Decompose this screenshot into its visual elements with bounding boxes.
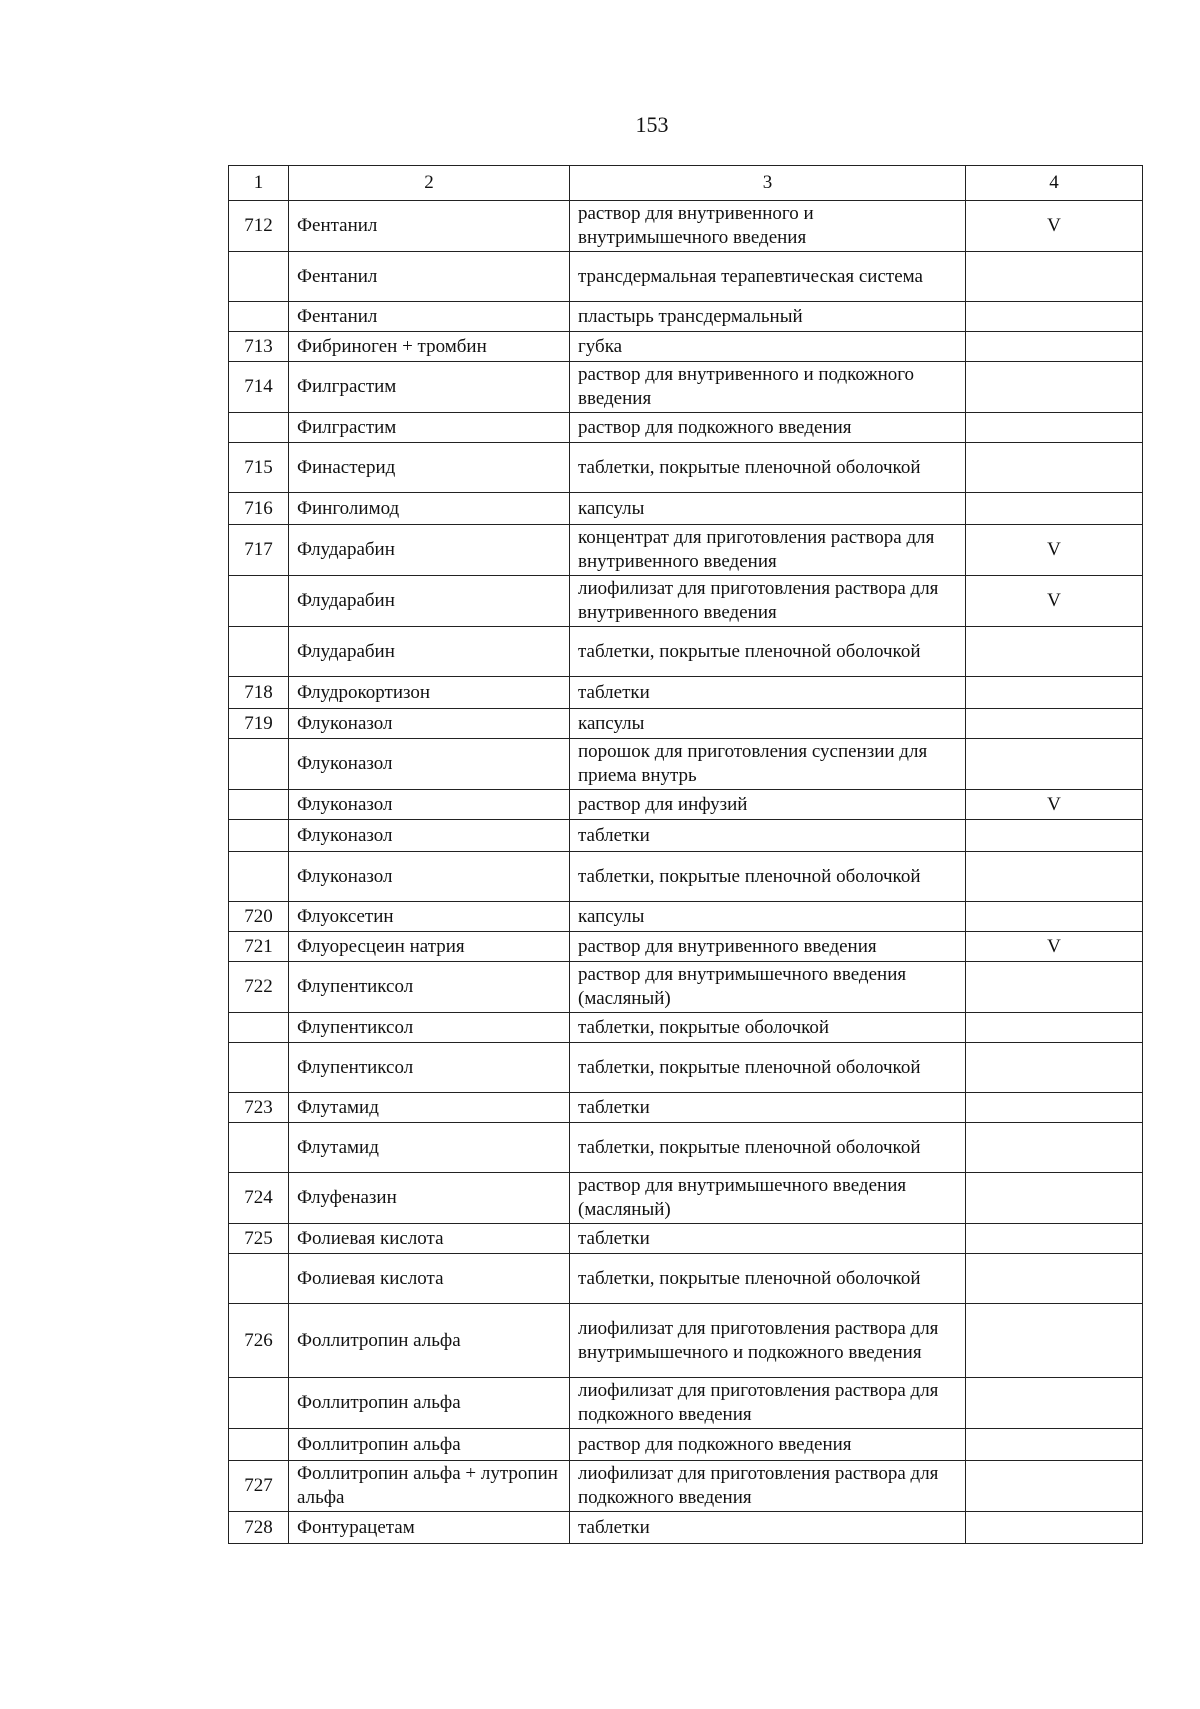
- dosage-form: капсулы: [570, 902, 966, 932]
- row-number: [229, 852, 289, 902]
- vital-mark: [966, 1043, 1143, 1093]
- row-number: 714: [229, 362, 289, 413]
- drug-name: Фентанил: [289, 252, 570, 302]
- drug-name: Фоллитропин альфа: [289, 1378, 570, 1429]
- row-number: 725: [229, 1224, 289, 1254]
- dosage-form: таблетки, покрытые пленочной оболочкой: [570, 627, 966, 677]
- table-row: [229, 962, 1143, 1013]
- row-number: [229, 1013, 289, 1043]
- vital-mark: V: [966, 932, 1143, 962]
- dosage-form: таблетки: [570, 677, 966, 709]
- row-number: 723: [229, 1093, 289, 1123]
- drug-name: Флутамид: [289, 1093, 570, 1123]
- drug-name: Флуоксетин: [289, 902, 570, 932]
- vital-mark: [966, 1254, 1143, 1304]
- table-row: [229, 1254, 1143, 1304]
- vital-mark: [966, 1013, 1143, 1043]
- vital-mark: [966, 252, 1143, 302]
- row-number: 712: [229, 201, 289, 252]
- drug-name: Флуоресцеин натрия: [289, 932, 570, 962]
- vital-mark: V: [966, 576, 1143, 627]
- row-number: [229, 627, 289, 677]
- vital-mark: V: [966, 525, 1143, 576]
- vital-mark: [966, 362, 1143, 413]
- vital-mark: V: [966, 790, 1143, 820]
- table-row: [229, 1093, 1143, 1123]
- vital-mark: [966, 1093, 1143, 1123]
- vital-mark: [966, 902, 1143, 932]
- dosage-form: раствор для подкожного введения: [570, 413, 966, 443]
- drug-name: Фонтурацетам: [289, 1512, 570, 1544]
- vital-mark: [966, 493, 1143, 525]
- dosage-form: таблетки: [570, 820, 966, 852]
- dosage-form: концентрат для приготовления раствора для внутривенного введения: [570, 525, 966, 576]
- vital-mark: [966, 1378, 1143, 1429]
- vital-mark: V: [966, 201, 1143, 252]
- drug-name: Флуконазол: [289, 852, 570, 902]
- dosage-form: раствор для внутривенного и внутримышечного введения: [570, 201, 966, 252]
- dosage-form: таблетки, покрытые пленочной оболочкой: [570, 443, 966, 493]
- header-col-3: 3: [570, 166, 966, 201]
- row-number: 727: [229, 1461, 289, 1512]
- row-number: 719: [229, 709, 289, 739]
- row-number: 722: [229, 962, 289, 1013]
- vital-mark: [966, 677, 1143, 709]
- row-number: 715: [229, 443, 289, 493]
- drug-name: Флупентиксол: [289, 1043, 570, 1093]
- vital-mark: [966, 627, 1143, 677]
- drug-name: Флудрокортизон: [289, 677, 570, 709]
- table-row: [229, 525, 1143, 576]
- row-number: [229, 1043, 289, 1093]
- dosage-form: таблетки: [570, 1224, 966, 1254]
- table-row: [229, 1461, 1143, 1512]
- table-row: [229, 627, 1143, 677]
- drug-table: [228, 165, 1143, 1544]
- dosage-form: лиофилизат для приготовления раствора для подкожного введения: [570, 1378, 966, 1429]
- table-row: [229, 1173, 1143, 1224]
- drug-name: Фоллитропин альфа: [289, 1429, 570, 1461]
- table-row: [229, 739, 1143, 790]
- drug-name: Фоллитропин альфа: [289, 1304, 570, 1378]
- vital-mark: [966, 1461, 1143, 1512]
- drug-name: Флуконазол: [289, 790, 570, 820]
- dosage-form: раствор для внутримышечного введения (масляный): [570, 962, 966, 1013]
- table-header: [229, 166, 1143, 201]
- drug-name: Флударабин: [289, 627, 570, 677]
- drug-name: Фолиевая кислота: [289, 1254, 570, 1304]
- dosage-form: таблетки, покрытые пленочной оболочкой: [570, 1043, 966, 1093]
- drug-name: Флуконазол: [289, 820, 570, 852]
- row-number: 721: [229, 932, 289, 962]
- dosage-form: порошок для приготовления суспензии для приема внутрь: [570, 739, 966, 790]
- table-row: [229, 302, 1143, 332]
- dosage-form: раствор для внутривенного и подкожного введения: [570, 362, 966, 413]
- dosage-form: раствор для инфузий: [570, 790, 966, 820]
- vital-mark: [966, 820, 1143, 852]
- dosage-form: таблетки, покрытые пленочной оболочкой: [570, 852, 966, 902]
- table-row: [229, 1304, 1143, 1378]
- drug-name: Флутамид: [289, 1123, 570, 1173]
- vital-mark: [966, 1304, 1143, 1378]
- table-row: [229, 413, 1143, 443]
- row-number: [229, 820, 289, 852]
- drug-name: Флупентиксол: [289, 962, 570, 1013]
- vital-mark: [966, 1512, 1143, 1544]
- vital-mark: [966, 739, 1143, 790]
- dosage-form: таблетки, покрытые пленочной оболочкой: [570, 1254, 966, 1304]
- table-row: [229, 820, 1143, 852]
- dosage-form: губка: [570, 332, 966, 362]
- row-number: 718: [229, 677, 289, 709]
- row-number: [229, 576, 289, 627]
- dosage-form: таблетки, покрытые оболочкой: [570, 1013, 966, 1043]
- table-row: [229, 1224, 1143, 1254]
- drug-name: Финголимод: [289, 493, 570, 525]
- vital-mark: [966, 1123, 1143, 1173]
- row-number: [229, 1378, 289, 1429]
- vital-mark: [966, 443, 1143, 493]
- drug-name: Фоллитропин альфа + лутропин альфа: [289, 1461, 570, 1512]
- drug-name: Флударабин: [289, 525, 570, 576]
- row-number: [229, 252, 289, 302]
- table-row: [229, 1013, 1143, 1043]
- dosage-form: раствор для подкожного введения: [570, 1429, 966, 1461]
- row-number: [229, 790, 289, 820]
- dosage-form: капсулы: [570, 709, 966, 739]
- dosage-form: лиофилизат для приготовления раствора для подкожного введения: [570, 1461, 966, 1512]
- dosage-form: лиофилизат для приготовления раствора для внутривенного введения: [570, 576, 966, 627]
- table-row: [229, 852, 1143, 902]
- page-number: 153: [635, 112, 669, 137]
- dosage-form: капсулы: [570, 493, 966, 525]
- row-number: 716: [229, 493, 289, 525]
- dosage-form: лиофилизат для приготовления раствора для внутримышечного и подкожного введения: [570, 1304, 966, 1378]
- row-number: [229, 1254, 289, 1304]
- row-number: [229, 413, 289, 443]
- table-row: [229, 932, 1143, 962]
- dosage-form: трансдермальная терапевтическая система: [570, 252, 966, 302]
- vital-mark: [966, 962, 1143, 1013]
- table-row: [229, 1043, 1143, 1093]
- drug-name: Филграстим: [289, 413, 570, 443]
- row-number: 720: [229, 902, 289, 932]
- header-col-2: 2: [289, 166, 570, 201]
- table-row: [229, 332, 1143, 362]
- vital-mark: [966, 302, 1143, 332]
- row-number: 726: [229, 1304, 289, 1378]
- drug-name: Фибриноген + тромбин: [289, 332, 570, 362]
- vital-mark: [966, 709, 1143, 739]
- table-row: [229, 362, 1143, 413]
- table-row: [229, 201, 1143, 252]
- row-number: [229, 739, 289, 790]
- dosage-form: раствор для внутримышечного введения (масляный): [570, 1173, 966, 1224]
- dosage-form: таблетки: [570, 1093, 966, 1123]
- row-number: [229, 302, 289, 332]
- drug-name: Флупентиксол: [289, 1013, 570, 1043]
- table-row: [229, 576, 1143, 627]
- row-number: 728: [229, 1512, 289, 1544]
- vital-mark: [966, 1429, 1143, 1461]
- drug-name: Фолиевая кислота: [289, 1224, 570, 1254]
- dosage-form: пластырь трансдермальный: [570, 302, 966, 332]
- drug-name: Филграстим: [289, 362, 570, 413]
- drug-name: Фентанил: [289, 302, 570, 332]
- table-row: [229, 677, 1143, 709]
- table-row: [229, 1429, 1143, 1461]
- vital-mark: [966, 852, 1143, 902]
- row-number: [229, 1429, 289, 1461]
- row-number: 724: [229, 1173, 289, 1224]
- vital-mark: [966, 413, 1143, 443]
- row-number: 717: [229, 525, 289, 576]
- table-row: [229, 790, 1143, 820]
- table-row: [229, 1123, 1143, 1173]
- vital-mark: [966, 1173, 1143, 1224]
- vital-mark: [966, 332, 1143, 362]
- drug-name: Флуконазол: [289, 739, 570, 790]
- dosage-form: таблетки, покрытые пленочной оболочкой: [570, 1123, 966, 1173]
- drug-name: Флуконазол: [289, 709, 570, 739]
- table-row: [229, 252, 1143, 302]
- drug-name: Флударабин: [289, 576, 570, 627]
- row-number: 713: [229, 332, 289, 362]
- table-row: [229, 493, 1143, 525]
- table-row: [229, 709, 1143, 739]
- header-col-1: 1: [229, 166, 289, 201]
- table-row: [229, 1512, 1143, 1544]
- drug-name: Фентанил: [289, 201, 570, 252]
- row-number: [229, 1123, 289, 1173]
- table-row: [229, 443, 1143, 493]
- drug-name: Финастерид: [289, 443, 570, 493]
- header-col-4: 4: [966, 166, 1143, 201]
- table-body: [229, 201, 1143, 1544]
- header-row: [229, 166, 1143, 201]
- drug-name: Флуфеназин: [289, 1173, 570, 1224]
- dosage-form: таблетки: [570, 1512, 966, 1544]
- vital-mark: [966, 1224, 1143, 1254]
- dosage-form: раствор для внутривенного введения: [570, 932, 966, 962]
- table-row: [229, 1378, 1143, 1429]
- table-row: [229, 902, 1143, 932]
